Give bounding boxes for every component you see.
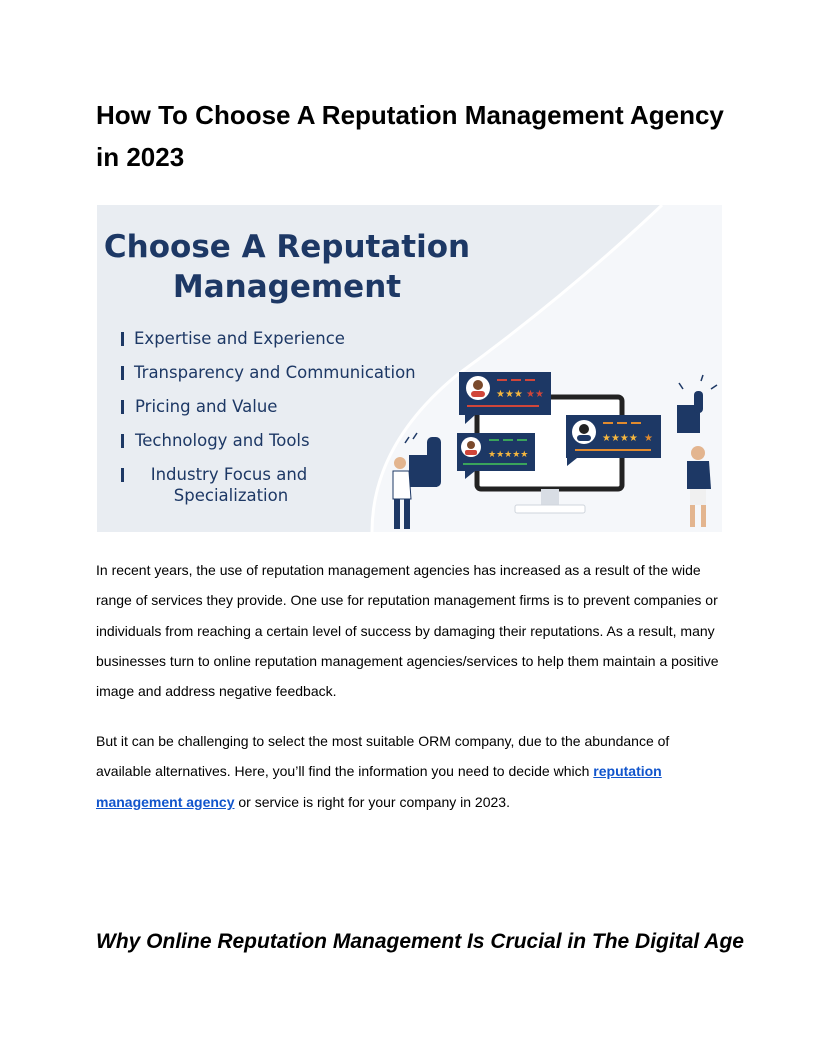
hero-heading-line1: Choose A Reputation bbox=[103, 229, 471, 265]
list-item-technology: Technology and Tools bbox=[135, 431, 310, 450]
list-bullet bbox=[121, 366, 124, 380]
page-title: How To Choose A Reputation Management Agency in 2023 bbox=[96, 100, 724, 172]
list-item-transparency: Transparency and Communication bbox=[134, 363, 416, 382]
list-bullet bbox=[121, 400, 124, 414]
section-heading: Why Online Reputation Management Is Crucial in The Digital Age bbox=[96, 930, 744, 953]
hero-image bbox=[97, 205, 722, 532]
list-bullet bbox=[121, 434, 124, 448]
svg-text:★★★★★: ★★★★★ bbox=[488, 450, 529, 460]
selection-paragraph bbox=[96, 726, 726, 817]
list-item-pricing: Pricing and Value bbox=[135, 397, 278, 416]
svg-text:★★★★: ★★★★ bbox=[602, 433, 638, 444]
list-item-industry-line1: Industry Focus and bbox=[150, 465, 308, 484]
svg-text:★: ★ bbox=[644, 433, 653, 444]
svg-text:★★: ★★ bbox=[526, 389, 544, 400]
hero-heading-line2: Management bbox=[172, 269, 402, 305]
list-item-expertise: Expertise and Experience bbox=[134, 329, 345, 348]
list-bullet bbox=[121, 332, 124, 346]
selection-paragraph-text-end: or service is right for your company in 2023. bbox=[234, 793, 510, 810]
list-item-industry-line2: Specialization bbox=[173, 486, 289, 505]
selection-paragraph-text: But it can be challenging to select the most suitable ORM company, due to the abundance of available alternatives. Here, you’ll find the information you need to decide which bbox=[96, 733, 670, 780]
intro-paragraph: In recent years, the use of reputation management agencies has increased as a result of the wide range of services they provide. One use for reputation management firms is to prevent companies or individuals from reaching a certain level of success by damaging their reputations. As a result, many businesses turn to online reputation management agencies/services to help them maintain a positive image and address negative feedback. bbox=[96, 562, 719, 700]
list-bullet bbox=[121, 468, 124, 482]
hero-illustration bbox=[97, 205, 722, 532]
svg-text:★★★: ★★★ bbox=[496, 389, 523, 400]
reputation-agency-link[interactable]: reputation management agency bbox=[96, 763, 662, 810]
